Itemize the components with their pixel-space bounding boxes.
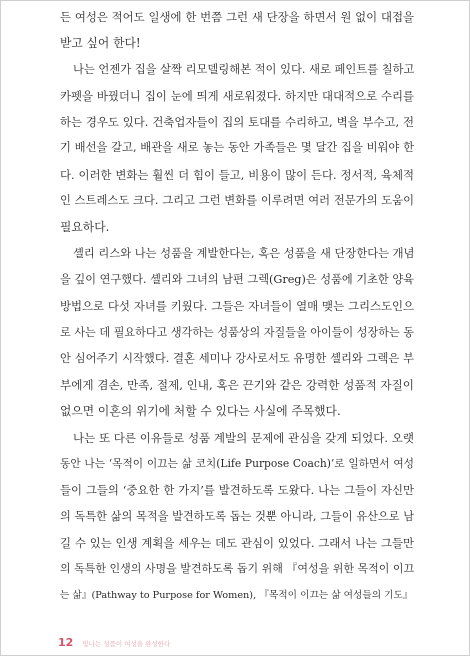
text-line: 들이 그들의 ‘중요한 한 가지’를 발견하도록 도왔다. 나는 그들이 자신만 xyxy=(60,483,414,498)
text-line: 나는 또 다른 이유들로 성품 계발의 문제에 관심을 갖게 되었다. 오랫 xyxy=(73,430,414,445)
text-line: 없으면 이혼의 위기에 처할 수 있다는 사실에 주목했다. xyxy=(60,404,341,419)
text-line: 을 깊이 연구했다. 셸리와 그녀의 남편 그렉(Greg)은 성품에 기초한 양육 xyxy=(60,272,414,286)
text-line: 하는 경우도 있다. 건축업자들이 집의 토대를 수리하고, 벽을 부수고, 전 xyxy=(60,115,414,130)
text-line: 길 수 있는 인생 계획을 세우는 데도 관심이 있었다. 그래서 나는 그들만 xyxy=(60,535,414,550)
text-line: 의 독특한 인생의 사명을 발견하도록 돕기 위해 『여성을 위한 목적이 이끄 xyxy=(60,562,414,576)
text-line: 기 배선을 갈고, 배관을 새로 놓는 동안 가족들은 몇 달간 집을 비워야 한 xyxy=(60,141,414,155)
text-line: 필요하다. xyxy=(60,220,110,235)
text-line: 안 심어주기 시작했다. 결혼 세미나 강사로서도 유명한 셸리와 그렉은 부 xyxy=(60,351,414,365)
page-footer xyxy=(58,631,170,650)
paragraph xyxy=(60,241,414,425)
text-line: 방법으로 다섯 자녀를 키웠다. 그들은 자녀들이 열매 맺는 그리스도인으 xyxy=(60,299,414,314)
text-line: 로 사는 데 필요하다고 생각하는 성품상의 자질들을 아이들이 성장하는 동 xyxy=(60,325,414,339)
body-text xyxy=(60,4,414,609)
text-line: 다. 이러한 변화는 훨씬 더 힘이 들고, 비용이 많이 든다. 정서적, 육체적 xyxy=(60,167,414,182)
text-line: 부에게 겸손, 만족, 절제, 인내, 혹은 끈기와 같은 강력한 성품적 자질이 xyxy=(60,378,414,393)
text-line: 나는 언젠가 집을 살짝 리모델링해본 적이 있다. 새로 페인트를 칠하고 xyxy=(73,62,414,76)
paragraph xyxy=(60,57,414,241)
text-line: 받고 싶어 한다! xyxy=(60,36,141,51)
text-line: 동안 나는 ‘목적이 이끄는 삶 코치(Life Purpose Coach)’로 일하면서 여성 xyxy=(60,457,414,471)
text-line: 카펫을 바꿨더니 집이 눈에 띄게 새로워졌다. 하지만 대대적으로 수리를 xyxy=(60,88,414,103)
running-book-title: 빛나는 성품이 여성을 완성한다 xyxy=(82,640,171,648)
page-number: 12 xyxy=(58,636,74,649)
paragraph xyxy=(60,425,414,609)
paragraph xyxy=(60,4,414,57)
text-line: 셸리 리스와 나는 성품을 계발한다는, 혹은 성품을 새 단장한다는 개념 xyxy=(73,246,414,260)
text-line: 의 독특한 삶의 목적을 발견하도록 돕는 것뿐 아니라, 그들이 유산으로 남 xyxy=(60,509,414,523)
text-line: 인 스트레스도 크다. 그리고 그런 변화를 이루려면 여러 전문가의 도움이 xyxy=(60,194,414,208)
text-line: 는 삶』(Pathway to Purpose for Women), 『목적이 이끄는 삶 여성들의 기도』 xyxy=(60,589,413,601)
text-line: 든 여성은 적어도 일생에 한 번쯤 그런 새 단장을 하면서 원 없이 대접을 xyxy=(60,10,414,24)
